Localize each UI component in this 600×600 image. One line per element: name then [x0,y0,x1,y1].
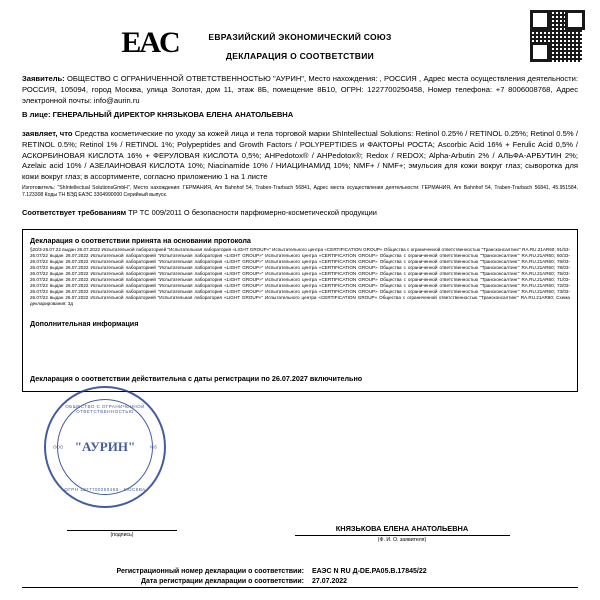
declarant-person-label: В лице: [22,110,51,120]
signer-name: КНЯЗЬКОВА ЕЛЕНА АНАТОЛЬЕВНА [335,524,469,533]
signature-area [22,522,578,552]
object-label: заявляет, что [22,129,73,139]
registration-footer [22,565,578,588]
company-stamp [44,386,166,508]
signer-field [287,524,517,543]
signature-caption: (подпись) [110,532,134,538]
footer-divider [22,587,578,588]
signer-line [295,535,510,536]
conformity-label: Соответствует требованиям [22,208,127,218]
declarant-paragraph [22,74,578,106]
registration-number-row [22,568,578,575]
validity-text: Декларация о соответствии действительна с даты регистрации по 26.07.2027 включительно [30,373,363,383]
page-title: ДЕКЛАРАЦИЯ О СООТВЕТСТВИИ [225,51,375,61]
declarant-person-paragraph [22,110,578,121]
object-block [22,129,578,183]
registration-date-row [22,578,578,585]
object-text: Средства косметические по уходу за кожей лица и тела торговой марки ShIntellectual Solutions: Retinol 0.25% / RETINOL 0.25%; Retinol 0.5% / RETINOL 0.5%; Retinol 1% / RETINOL 1%; Polypeptides and Growth Factors / POLYPEPTIDES и ФАКТОРЫ РОСТА; Ascorbic Acid 16% + Ferulic Acid 0,5% / АСКОРБИНОВАЯ КИСЛОТА 16% + ФЕРУЛОВАЯ КИСЛОТА 0,5%; AHРedotox® / AHРedotox®; Redox / REDOX; Alpha-Arbutin 2% / АЛЬФА-АРБУТИН 2%; Azelaic acid 10% / АЗЕЛАИНОВАЯ КИСЛОТА 10%; Niacinamide 10% / НИАЦИНАМИД 10%; NMF+ / NMF+; эмульсия для кожи вокруг глаз; сыворотка для кожи вокруг глаз; в ассортименте, согласно приложению 1 на 1 листе [22,129,578,182]
registration-date-label: Дата регистрации декларации о соответствии: [141,578,304,585]
document-header [22,32,578,61]
signature-field [62,530,182,538]
declarant-label: Заявитель: [22,74,65,83]
conformity-text: ТР ТС 009/2011 О безопасности парфюмерно-косметической продукции [128,208,377,218]
header-union-title: ЕВРАЗИЙСКИЙ ЭКОНОМИЧЕСКИЙ СОЮЗ [208,32,392,42]
qr-code-icon [530,10,582,62]
eac-mark-text: EAC [121,26,179,59]
manufacturer-text: Изготовитель: "ShIntellectual SolutionsGmbH", Место нахождения: ГЕРМАНИЯ, Am Bahnhof 54, Traben-Trarbach 56841, Адрес места осуществления деятельности: ГЕРМАНИЯ, Am Bahnhof 54, Traben-Trarbach 56841, 45.951584, 7.123308 Коды ТН ВЭД ЕАЭС 3304990000 Серийный выпуск. [22,185,578,198]
additional-info-label: Дополнительная информация [30,318,139,328]
stamp-right-text: №5 [149,444,157,450]
signature-line [67,530,177,531]
registration-number-value: ЕАЭС N RU Д-DE.РА05.В.17845/22 [312,568,427,575]
stamp-top-text: ОБЩЕСТВО С ОГРАНИЧЕННОЙ ОТВЕТСТВЕННОСТЬЮ [65,404,145,414]
declarant-text: ОБЩЕСТВО С ОГРАНИЧЕННОЙ ОТВЕТСТВЕННОСТЬЮ "АУРИН", Место нахождения: , РОССИЯ , Адрес места осуществления деятельности: РОССИЯ, 105094, город Москва, улица Золотая, дом 11, этаж 8Б, помещение 8Б10, ОГРН: 1227700250458, Номер телефона: +7 8006008768, Адрес электронной почты: info@aurin.ru [22,74,578,105]
declarant-person-text: ГЕНЕРАЛЬНЫЙ ДИРЕКТОР КНЯЗЬКОВА ЕЛЕНА АНАТОЛЬЕВНА [52,110,294,120]
protocol-frame [22,229,578,392]
protocol-title: Декларация о соответствии принята на основании протокола [30,236,251,246]
signer-caption: (Ф. И. О. заявителя) [377,537,427,543]
eac-mark [118,28,182,58]
declarant-block [22,74,578,121]
conformity-block [22,208,578,219]
stamp-bottom-text: ОГРН 1227700250458 · МОСКВА [64,487,146,492]
registration-date-value: 27.07.2022 [312,578,348,585]
protocol-text: §20/3-26.07.22 выдан 26.07.2022 Испытательной лабораторией "Испытательная лаборатория «LIGHT GROUP»" Испытательного центра «CERTIFICATION GROUP» Общества с ограниченной ответственностью "Трансконсалтинг" RA.RU.21AR60; 91/53-26.07/22 выдан 26.07.2022 Испытательной лабораторией "Испытательная лаборатория «LIGHT GROUP»" Испытательного центра «CERTIFICATION GROUP» Общества с ограниченной ответственностью "Трансконсалтинг" RA.RU.21AR60; 60/33-26.07/22 выдан 26.07.2022 Испытательной лабораторией "Испытательная лаборатория «LIGHT GROUP»" Испытательного центра «CERTIFICATION GROUP» Общества с ограниченной ответственностью "Трансконсалтинг" RA.RU.21AR60; 76/03-26.07/22 выдан 26.07.2022 Испытательной лабораторией "Испытательная лаборатория «LIGHT GROUP»" Испытательного центра «CERTIFICATION GROUP» Общества с ограниченной ответственностью "Трансконсалтинг" RA.RU.21AR60; 78/03-26.07/22 выдан 26.07.2022 Испытательной лабораторией "Испытательная лаборатория «LIGHT GROUP»" Испытательного центра «CERTIFICATION GROUP» Общества с ограниченной ответственностью "Трансконсалтинг" RA.RU.21AR60; 75/03-26.07/22 выдан 26.07.2022 Испытательной лабораторией "Испытательная лаборатория «LIGHT GROUP»" Испытательного центра «CERTIFICATION GROUP» Общества с ограниченной ответственностью "Трансконсалтинг" RA.RU.21AR60; 71/03-26.07/22 выдан 26.07.2022 Испытательной лабораторией "Испытательная лаборатория «LIGHT GROUP»" Испытательного центра «CERTIFICATION GROUP» Общества с ограниченной ответственностью "Трансконсалтинг" RA.RU.21AR60; 72/03-26.07/22 выдан 26.07.2022 Испытательной лабораторией "Испытательная лаборатория «LIGHT GROUP»" Испытательного центра «CERTIFICATION GROUP» Общества с ограниченной ответственностью "Трансконсалтинг" RA.RU.21AR60; 73/03-26.07/22 выдан 26.07.2022 Испытательной лабораторией "Испытательная лаборатория «LIGHT GROUP»" Испытательного центра «CERTIFICATION GROUP» Общества с ограниченной ответственностью "Трансконсалтинг" RA.RU.21AR60; Схема декларирования: 3д [30,247,570,306]
stamp-left-text: ООО [53,444,64,450]
stamp-center-text: "АУРИН" [74,439,136,454]
registration-number-label: Регистрационный номер декларации о соответствии: [116,568,304,575]
